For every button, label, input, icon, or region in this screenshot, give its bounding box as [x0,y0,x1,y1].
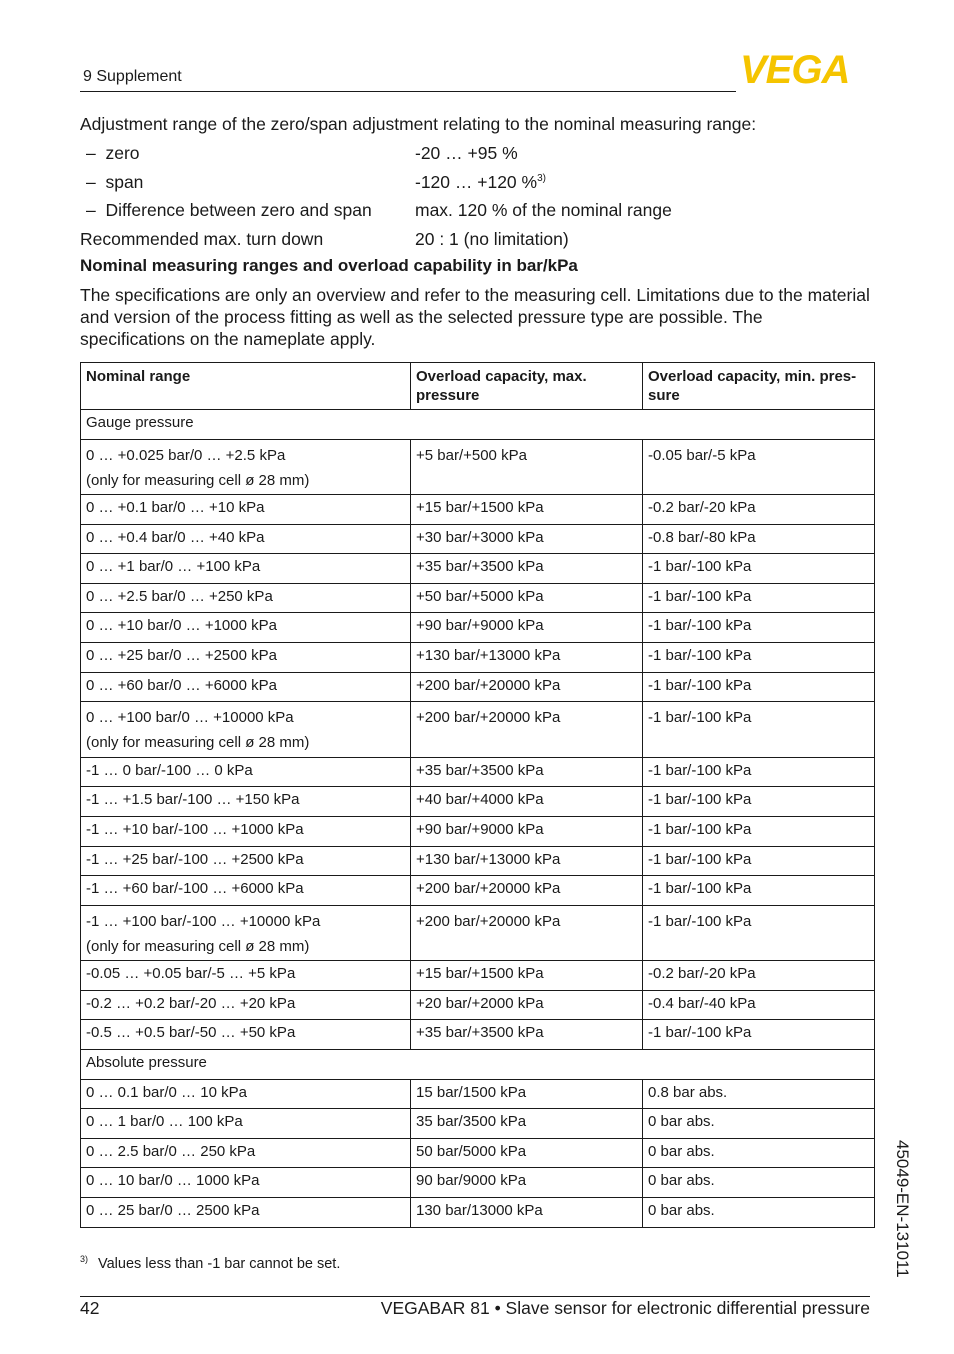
cell-text: 0 bar abs. [648,1201,715,1219]
nominal-range-cell [81,757,411,787]
min-pressure-cell [643,643,875,673]
cell-text: -1 bar/-100 kPa [648,676,752,694]
table-row [81,1197,875,1227]
cell-text: -0.2 bar/-20 kPa [648,499,756,517]
table-row [81,524,875,554]
cell-text: -1 bar/-100 kPa [648,1024,752,1042]
min-pressure-cell [643,787,875,817]
group-label: Absolute pressure [81,1050,875,1080]
column-header-nominal: Nominal range [81,363,411,410]
cell-text: 0 … +0.025 bar/0 … +2.5 kPa [86,446,286,464]
nominal-range-cell [81,876,411,906]
min-pressure-cell [643,554,875,584]
table-row [81,1109,875,1139]
table-row [81,554,875,584]
cell-text: 0 … +2.5 bar/0 … +250 kPa [86,587,273,605]
table-row [81,613,875,643]
min-pressure-cell [643,1138,875,1168]
cell-text: -1 bar/-100 kPa [648,647,752,665]
min-pressure-cell [643,846,875,876]
cell-text: -0.05 … +0.05 bar/-5 … +5 kPa [86,965,296,983]
min-pressure-cell [643,1020,875,1050]
cell-text: -0.05 bar/-5 kPa [648,446,756,464]
document-title: VEGABAR 81 • Slave sensor for electronic differential pressure [380,1298,870,1318]
table-row [81,990,875,1020]
nominal-range-cell [81,816,411,846]
table-row [81,702,875,758]
table-row [81,672,875,702]
cell-text: 15 bar/1500 kPa [416,1083,527,1101]
min-pressure-cell [643,613,875,643]
cell-text: +15 bar/+1500 kPa [416,965,544,983]
cell-text: 0 … +100 bar/0 … +10000 kPa [86,709,294,727]
cell-text: +5 bar/+500 kPa [416,446,527,464]
cell-text: 0 … +0.4 bar/0 … +40 kPa [86,528,265,546]
cell-text: 0 bar abs. [648,1142,715,1160]
cell-text: +35 bar/+3500 kPa [416,558,544,576]
nominal-range-cell [81,1109,411,1139]
spec-row-difference [80,198,880,222]
page-number: 42 [80,1298,100,1318]
cell-text: 50 bar/5000 kPa [416,1142,527,1160]
table-row [81,643,875,673]
cell-text: 130 bar/13000 kPa [416,1201,543,1219]
cell-text: 0 bar abs. [648,1172,715,1190]
cell-text: 0 … 0.1 bar/0 … 10 kPa [86,1083,247,1101]
cell-text: 0 … +10 bar/0 … +1000 kPa [86,617,277,635]
spec-label: – zero [86,143,140,163]
spec-row-turndown [80,227,880,251]
overload-table [80,362,875,1228]
spec-row-span [80,170,880,194]
cell-text: -1 bar/-100 kPa [648,587,752,605]
max-overload-cell [411,1109,643,1139]
cell-text: -1 bar/-100 kPa [648,558,752,576]
cell-text: 0.8 bar abs. [648,1083,728,1101]
cell-text: 0 … 10 bar/0 … 1000 kPa [86,1172,260,1190]
table-row [81,1168,875,1198]
cell-text: 0 bar abs. [648,1113,715,1131]
max-overload-cell [411,1197,643,1227]
max-overload-cell [411,439,643,495]
min-pressure-cell [643,990,875,1020]
min-pressure-cell [643,1079,875,1109]
max-overload-cell [411,524,643,554]
nominal-range-cell [81,613,411,643]
table-row [81,757,875,787]
cell-text: -1 … +60 bar/-100 … +6000 kPa [86,880,304,898]
max-overload-cell [411,613,643,643]
cell-text: 90 bar/9000 kPa [416,1172,527,1190]
cell-text: 0 … +60 bar/0 … +6000 kPa [86,676,277,694]
footnote-text: Values less than -1 bar cannot be set. [98,1256,341,1272]
table-row [81,787,875,817]
max-overload-cell [411,1168,643,1198]
min-pressure-cell [643,583,875,613]
nominal-range-cell [81,961,411,991]
footnote-mark: 3) [80,1254,89,1264]
cell-text: -1 … +1.5 bar/-100 … +150 kPa [86,791,300,809]
nominal-range-cell [81,583,411,613]
cell-text: -1 bar/-100 kPa [648,912,752,930]
cell-text: +35 bar/+3500 kPa [416,1024,544,1042]
min-pressure-cell [643,961,875,991]
nominal-range-cell [81,787,411,817]
footer-rule [80,1296,870,1297]
cell-text: +200 bar/+20000 kPa [416,676,561,694]
table-group-row [81,1050,875,1080]
cell-text: +15 bar/+1500 kPa [416,499,544,517]
cell-text: 35 bar/3500 kPa [416,1113,527,1131]
nominal-range-cell [81,1079,411,1109]
nominal-range-cell [81,1020,411,1050]
min-pressure-cell [643,1109,875,1139]
max-overload-cell [411,495,643,525]
table-row [81,439,875,495]
max-overload-cell [411,1138,643,1168]
table-row [81,876,875,906]
table-body [81,410,875,1228]
cell-text: -1 bar/-100 kPa [648,850,752,868]
cell-text: -0.2 … +0.2 bar/-20 … +20 kPa [86,994,296,1012]
table-row [81,905,875,961]
min-pressure-cell [643,495,875,525]
min-pressure-cell [643,816,875,846]
spec-label: – Difference between zero and span [86,200,372,220]
cell-text: 0 … 25 bar/0 … 2500 kPa [86,1201,260,1219]
max-overload-cell [411,846,643,876]
nominal-range-cell [81,905,411,961]
cell-text: +35 bar/+3500 kPa [416,761,544,779]
nominal-range-cell [81,1197,411,1227]
cell-text: -1 bar/-100 kPa [648,761,752,779]
spec-value: max. 120 % of the nominal range [415,200,672,220]
nominal-range-cell [81,524,411,554]
cell-text: +200 bar/+20000 kPa [416,709,561,727]
spec-label: – span [86,172,144,192]
cell-text: -1 … +10 bar/-100 … +1000 kPa [86,820,304,838]
max-overload-cell [411,787,643,817]
footnote [80,1256,340,1272]
nominal-range-cell [81,672,411,702]
cell-text: 0 … 2.5 bar/0 … 250 kPa [86,1142,256,1160]
cell-text: -0.2 bar/-20 kPa [648,965,756,983]
cell-text: -1 bar/-100 kPa [648,617,752,635]
spec-value: -20 … +95 % [415,143,518,163]
min-pressure-cell [643,524,875,554]
column-header-max: Overload capacity, max. pressure [411,363,643,410]
cell-text: +90 bar/+9000 kPa [416,820,544,838]
cell-text: +130 bar/+13000 kPa [416,850,561,868]
cell-note: (only for measuring cell ø 28 mm) [86,937,310,955]
document-code: 45049-EN-131011 [893,1140,912,1278]
table-row [81,1020,875,1050]
min-pressure-cell [643,876,875,906]
cell-text: -1 bar/-100 kPa [648,820,752,838]
cell-text: 0 … +1 bar/0 … +100 kPa [86,558,261,576]
max-overload-cell [411,554,643,584]
cell-text: +200 bar/+20000 kPa [416,912,561,930]
table-row [81,495,875,525]
table-row [81,846,875,876]
nominal-range-cell [81,1168,411,1198]
cell-text: +30 bar/+3000 kPa [416,528,544,546]
nominal-range-cell [81,990,411,1020]
table-header-row [81,363,875,410]
table-row [81,1138,875,1168]
section-intro: The specifications are only an overview and refer to the measuring cell. Limitations due to the material and version of the process fitting as well as the selected pressure type are possible. The specifications on the nameplate apply. [80,285,870,349]
cell-text: +200 bar/+20000 kPa [416,880,561,898]
adjustment-intro: Adjustment range of the zero/span adjustment relating to the nominal measuring range: [80,114,757,134]
table-row [81,961,875,991]
spec-row-zero [80,141,880,165]
table-row [81,816,875,846]
max-overload-cell [411,816,643,846]
nominal-range-cell [81,439,411,495]
header-rule [80,91,736,92]
cell-text: +50 bar/+5000 kPa [416,587,544,605]
cell-text: -1 … +25 bar/-100 … +2500 kPa [86,850,304,868]
max-overload-cell [411,702,643,758]
min-pressure-cell [643,1197,875,1227]
cell-text: -1 … 0 bar/-100 … 0 kPa [86,761,253,779]
cell-text: +130 bar/+13000 kPa [416,647,561,665]
min-pressure-cell [643,905,875,961]
max-overload-cell [411,876,643,906]
nominal-range-cell [81,702,411,758]
nominal-range-cell [81,495,411,525]
nominal-range-cell [81,846,411,876]
section-header: 9 Supplement [83,68,182,85]
cell-text: 0 … 1 bar/0 … 100 kPa [86,1113,243,1131]
max-overload-cell [411,1020,643,1050]
cell-text: +40 bar/+4000 kPa [416,791,544,809]
cell-text: -1 bar/-100 kPa [648,791,752,809]
spec-value: -120 … +120 %$^{3)}$ [415,172,546,192]
cell-text: -0.5 … +0.5 bar/-50 … +50 kPa [86,1024,296,1042]
table-group-row [81,410,875,440]
nominal-range-cell [81,1138,411,1168]
cell-text: +90 bar/+9000 kPa [416,617,544,635]
max-overload-cell [411,672,643,702]
spec-label: Recommended max. turn down [80,229,324,249]
max-overload-cell [411,990,643,1020]
cell-note: (only for measuring cell ø 28 mm) [86,471,310,489]
vega-logo-text: VEGA [740,50,850,86]
spec-value: 20 : 1 (no limitation) [415,229,569,249]
group-label: Gauge pressure [81,410,875,440]
max-overload-cell [411,757,643,787]
max-overload-cell [411,1079,643,1109]
min-pressure-cell [643,757,875,787]
cell-text: 0 … +0.1 bar/0 … +10 kPa [86,499,265,517]
column-header-min: Overload capacity, min. pressure [643,363,875,410]
min-pressure-cell [643,702,875,758]
cell-text: -0.4 bar/-40 kPa [648,994,756,1012]
cell-text: -1 bar/-100 kPa [648,880,752,898]
table-row [81,583,875,613]
section-heading: Nominal measuring ranges and overload capability in bar/kPa [80,256,578,275]
table-row [81,1079,875,1109]
cell-text: -1 … +100 bar/-100 … +10000 kPa [86,912,321,930]
max-overload-cell [411,583,643,613]
cell-text: -1 bar/-100 kPa [648,709,752,727]
vega-logo [740,50,874,86]
min-pressure-cell [643,1168,875,1198]
min-pressure-cell [643,672,875,702]
cell-text: 0 … +25 bar/0 … +2500 kPa [86,647,277,665]
max-overload-cell [411,961,643,991]
cell-text: -0.8 bar/-80 kPa [648,528,756,546]
max-overload-cell [411,905,643,961]
nominal-range-cell [81,643,411,673]
cell-note: (only for measuring cell ø 28 mm) [86,734,310,752]
min-pressure-cell [643,439,875,495]
cell-text: +20 bar/+2000 kPa [416,994,544,1012]
footnote-ref: 3) [537,173,546,185]
nominal-range-cell [81,554,411,584]
max-overload-cell [411,643,643,673]
